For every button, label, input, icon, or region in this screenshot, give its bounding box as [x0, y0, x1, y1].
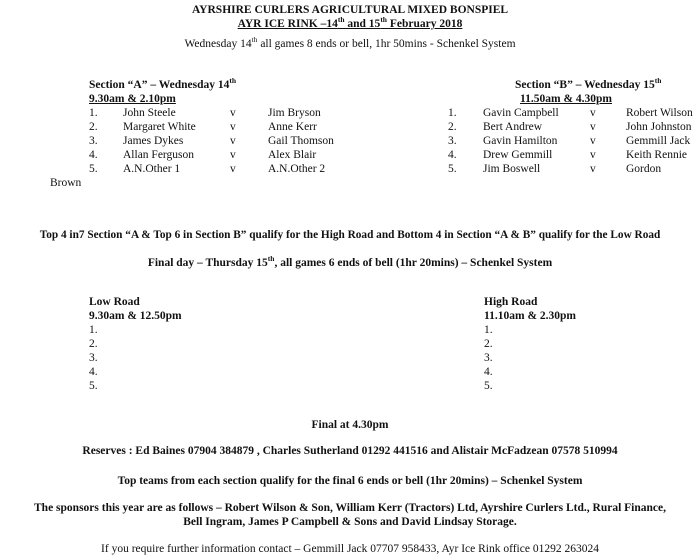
road-slot: 2. — [484, 338, 493, 350]
fixture-away-team: Keith Rennie — [626, 149, 687, 161]
subtitle-sup: th — [251, 35, 258, 45]
fixture-away-team: John Johnston — [626, 121, 692, 133]
final-day — [0, 256, 700, 270]
wednesday-subtitle — [0, 37, 700, 51]
fixture-home-team: John Steele — [123, 107, 176, 119]
sponsors-line-1: The sponsors this year are as follows – Robert Wilson & Son, William Kerr (Tractors) Ltd, Ayrshire Curlers Ltd., Rural Finance, — [34, 502, 666, 514]
road-slot: 1. — [89, 324, 98, 336]
reserves: Reserves : Ed Baines 07904 384879 , Charles Sutherland 01292 441516 and Alistair McFadzean 07578 510994 — [82, 445, 618, 457]
fixture-row — [0, 162, 700, 176]
document-title: AYRSHIRE CURLERS AGRICULTURAL MIXED BONSPIEL — [191, 4, 509, 16]
fixture-number: 5. — [448, 163, 457, 175]
fixture-away-team: Gordon — [626, 163, 662, 175]
fixture-number: 3. — [448, 135, 457, 147]
sponsors-line-2: Bell Ingram, James P Campbell & Sons and David Lindsay Storage. — [183, 516, 517, 528]
road-slot: 1. — [484, 324, 493, 336]
road-slot: 4. — [89, 366, 98, 378]
fixture-versus: v — [230, 149, 236, 161]
fixture-number: 2. — [89, 121, 98, 133]
venue-dates — [0, 17, 700, 31]
road-slot: 3. — [89, 352, 98, 364]
section-b-title — [515, 78, 661, 92]
fixture-row — [0, 134, 700, 148]
fixture-away-team: Gemmill Jack — [626, 135, 691, 147]
high-road-title: High Road — [484, 296, 538, 308]
low-road-title: Low Road — [89, 296, 140, 308]
section-b-title-text: Section “B” – Wednesday 15 — [515, 79, 655, 91]
fixture-versus: v — [230, 107, 236, 119]
fixture-number: 3. — [89, 135, 98, 147]
fixture-number: 4. — [448, 149, 457, 161]
qualify-rules: Top 4 in7 Section “A & Top 6 in Section B” qualify for the High Road and Bottom 4 in Section “A & B” qualify for the Low Road — [39, 229, 661, 241]
final-day-sup: th — [267, 254, 275, 264]
section-a-title-text: Section “A” – Wednesday 14 — [89, 79, 230, 91]
fixture-away-team: Jim Bryson — [268, 107, 321, 119]
fixture-versus: v — [230, 121, 236, 133]
low-road-times: 9.30am & 12.50pm — [89, 310, 182, 322]
final-day-text-post: , all games 6 ends of bell (1hr 20mins) – Schenkel System — [274, 257, 553, 269]
section-a-times: 9.30am & 2.10pm — [89, 93, 176, 105]
fixture-away-team: Gail Thomson — [268, 135, 334, 147]
fixture-number: 5. — [89, 163, 98, 175]
fixture-away-team: Robert Wilson — [626, 107, 693, 119]
fixture-row — [0, 106, 700, 120]
high-road-times: 11.10am & 2.30pm — [484, 310, 576, 322]
fixture-away-team: Alex Blair — [268, 149, 317, 161]
section-a-overflow: Brown — [50, 177, 82, 189]
venue-text-mid: and 15 — [344, 18, 381, 30]
fixture-home-team: Margaret White — [123, 121, 196, 133]
section-b-title-sup: th — [654, 76, 662, 86]
top-teams-rule: Top teams from each section qualify for the final 6 ends or bell (1hr 20mins) – Schenkel System — [117, 475, 583, 487]
fixture-home-team: Gavin Campbell — [483, 107, 559, 119]
subtitle-text: Wednesday 14 — [184, 38, 252, 50]
fixture-home-team: Jim Boswell — [483, 163, 541, 175]
fixture-home-team: Drew Gemmill — [483, 149, 553, 161]
venue-text-post: February 2018 — [386, 18, 463, 30]
fixture-versus: v — [590, 121, 596, 133]
fixture-number: 1. — [89, 107, 98, 119]
fixture-versus: v — [590, 107, 596, 119]
venue-text: AYR ICE RINK –14 — [237, 18, 338, 30]
fixture-home-team: James Dykes — [123, 135, 184, 147]
fixture-number: 2. — [448, 121, 457, 133]
fixture-home-team: Allan Ferguson — [123, 149, 195, 161]
subtitle-text-post: all games 8 ends or bell, 1hr 50mins - Schenkel System — [257, 38, 516, 50]
fixture-versus: v — [230, 163, 236, 175]
fixture-row — [0, 120, 700, 134]
fixture-away-team: Anne Kerr — [268, 121, 317, 133]
fixture-row — [0, 148, 700, 162]
fixture-away-team: A.N.Other 2 — [268, 163, 326, 175]
contact-info: If you require further information contact – Gemmill Jack 07707 958433, Ayr Ice Rink office 01292 263024 — [101, 543, 599, 555]
fixture-home-team: A.N.Other 1 — [123, 163, 181, 175]
fixture-versus: v — [230, 135, 236, 147]
fixture-number: 4. — [89, 149, 98, 161]
road-slot: 2. — [89, 338, 98, 350]
section-a-title — [89, 78, 236, 92]
fixture-home-team: Bert Andrew — [483, 121, 543, 133]
fixture-home-team: Gavin Hamilton — [483, 135, 558, 147]
road-slot: 5. — [484, 380, 493, 392]
final-time: Final at 4.30pm — [311, 419, 389, 431]
venue-sup-2: th — [380, 15, 387, 25]
section-b-times: 11.50am & 4.30pm — [520, 93, 612, 105]
road-slot: 5. — [89, 380, 98, 392]
fixture-number: 1. — [448, 107, 457, 119]
fixture-versus: v — [590, 135, 596, 147]
section-a-title-sup: th — [229, 76, 237, 86]
fixture-versus: v — [590, 149, 596, 161]
road-slot: 3. — [484, 352, 493, 364]
venue-sup-1: th — [337, 15, 345, 25]
fixture-versus: v — [590, 163, 596, 175]
road-slot: 4. — [484, 366, 493, 378]
final-day-text: Final day – Thursday 15 — [147, 257, 268, 269]
